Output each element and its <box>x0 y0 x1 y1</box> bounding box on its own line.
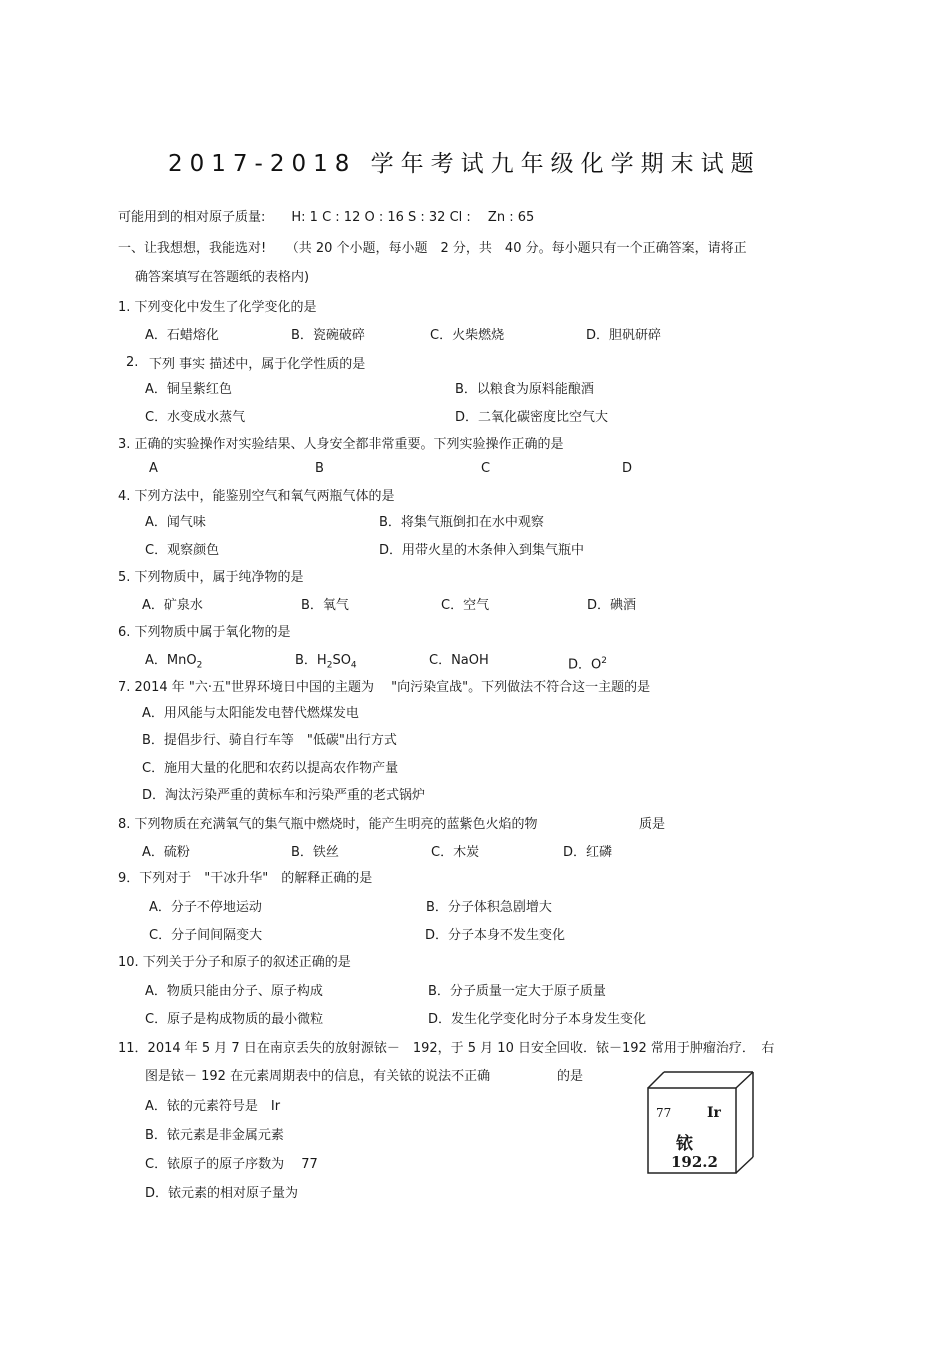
option-d: D．胆矾研碎 <box>586 328 662 343</box>
question-stem: 10. 下列关于分子和原子的叙述正确的是 <box>118 955 351 970</box>
option-c: C．木炭 <box>431 845 480 860</box>
question-stem: 4. 下列方法中，能鉴别空气和氧气两瓶气体的是 <box>118 489 395 504</box>
option-d: D <box>622 461 633 476</box>
option-c: C．施用大量的化肥和农药以提高农作物产量 <box>142 761 399 776</box>
element-name: 铱 <box>676 1134 693 1154</box>
option-d: D．用带火星的木条伸入到集气瓶中 <box>379 543 585 558</box>
option-b: B <box>315 461 324 476</box>
subscript: 2 <box>326 660 333 671</box>
atomic-mass-line: 可能用到的相对原子质量: H: 1 C : 12 O : 16 S : 32 Cl : Zn : 65 <box>118 210 535 225</box>
question-stem: 6. 下列物质中属于氧化物的是 <box>118 625 291 640</box>
section-heading-cont: 确答案填写在答题纸的表格内) <box>135 270 310 285</box>
formula-text: A．MnO <box>145 653 197 668</box>
question-stem: 5. 下列物质中，属于纯净物的是 <box>118 570 304 585</box>
option-d: D．红磷 <box>563 845 613 860</box>
option-c: C <box>481 461 491 476</box>
option-a: A．铱的元素符号是 Ir <box>145 1099 281 1114</box>
question-stem: 1. 下列变化中发生了化学变化的是 <box>118 300 317 315</box>
option-a: A．闻气味 <box>145 515 206 530</box>
periodic-element-tile <box>647 1071 754 1175</box>
option-c: C．铱原子的原子序数为 77 <box>145 1157 318 1172</box>
option-a: A．物质只能由分子、原子构成 <box>145 984 323 999</box>
question-stem: 8. 下列物质在充满氧气的集气瓶中燃烧时，能产生明亮的蓝紫色火焰的物 <box>118 817 538 832</box>
formula-text: B．H <box>295 653 327 668</box>
option-b: B．瓷碗破碎 <box>291 328 365 343</box>
option-b <box>295 653 357 674</box>
option-d: D．淘汰污染严重的黄标车和污染严重的老式锅炉 <box>142 788 426 803</box>
option-b: B．铱元素是非金属元素 <box>145 1128 284 1143</box>
option-a: A <box>149 461 158 476</box>
option-a: A．石蜡熔化 <box>145 328 219 343</box>
option-d: D．分子本身不发生变化 <box>425 928 566 943</box>
option-a: A．矿泉水 <box>142 598 203 613</box>
option-c: C．NaOH <box>429 653 489 668</box>
question-stem-end: 的是 <box>557 1069 584 1084</box>
option-b: B．分子体积急剧增大 <box>426 900 552 915</box>
option-b: B．提倡步行、骑自行车等 "低碳"出行方式 <box>142 733 397 748</box>
subscript: 2 <box>196 660 203 671</box>
option-a: A．分子不停地运动 <box>149 900 262 915</box>
option-c: C．空气 <box>441 598 490 613</box>
option-b: B．分子质量一定大于原子质量 <box>428 984 606 999</box>
atomic-number: 77 <box>656 1106 672 1120</box>
option-c: C．观察颜色 <box>145 543 220 558</box>
element-symbol: Ir <box>707 1105 721 1121</box>
option-b: B．铁丝 <box>291 845 339 860</box>
question-stem: 9．下列对于 "干冰升华" 的解释正确的是 <box>118 871 373 886</box>
question-stem: 7. 2014 年 "六·五"世界环境日中国的主题为 "向污染宣战"。下列做法不符合这一主题的是 <box>118 680 651 695</box>
superscript: 2 <box>601 656 607 666</box>
option-d: D．碘酒 <box>587 598 637 613</box>
option-c: C．分子间间隔变大 <box>149 928 263 943</box>
subscript: 4 <box>350 660 357 671</box>
option-d: D．发生化学变化时分子本身发生变化 <box>428 1012 647 1027</box>
question-number: 2. <box>126 355 139 370</box>
formula-text: D．O <box>568 657 602 673</box>
formula-text: SO <box>332 653 351 668</box>
option-a: A．铜呈紫红色 <box>145 382 232 397</box>
option-b: B．氧气 <box>301 598 349 613</box>
option-a: A．硫粉 <box>142 845 190 860</box>
section-heading: 一、让我想想，我能选对! （共 20 个小题，每小题 2 分，共 40 分。每小题只有一个正确答案，请将正 <box>118 241 747 256</box>
question-stem: 下列 事实 描述中，属于化学性质的是 <box>149 357 366 372</box>
option-a: A．用风能与太阳能发电替代燃煤发电 <box>142 706 359 721</box>
option-d: D．铱元素的相对原子量为 <box>145 1186 299 1201</box>
atomic-mass: 192.2 <box>671 1153 718 1171</box>
question-stem-cont: 质是 <box>639 817 666 832</box>
option-d <box>568 653 607 673</box>
option-b: B．以粮食为原料能酿酒 <box>455 382 594 397</box>
option-a <box>145 653 202 674</box>
exam-title: 2017-2018 学年考试九年级化学期末试题 <box>168 151 761 177</box>
question-stem-cont: 图是铱－ 192 在元素周期表中的信息，有关铱的说法不正确 <box>145 1069 491 1084</box>
question-stem: 3. 正确的实验操作对实验结果、人身安全都非常重要。下列实验操作正确的是 <box>118 437 564 452</box>
question-stem: 11．2014 年 5 月 7 日在南京丢失的放射源铱－ 192，于 5 月 10 日安全回收．铱－192 常用于肿瘤治疗． 右 <box>118 1041 775 1056</box>
option-d: D．二氧化碳密度比空气大 <box>455 410 609 425</box>
option-c: C．原子是构成物质的最小微粒 <box>145 1012 324 1027</box>
option-c: C．火柴燃烧 <box>430 328 505 343</box>
option-c: C．水变成水蒸气 <box>145 410 246 425</box>
option-b: B．将集气瓶倒扣在水中观察 <box>379 515 544 530</box>
